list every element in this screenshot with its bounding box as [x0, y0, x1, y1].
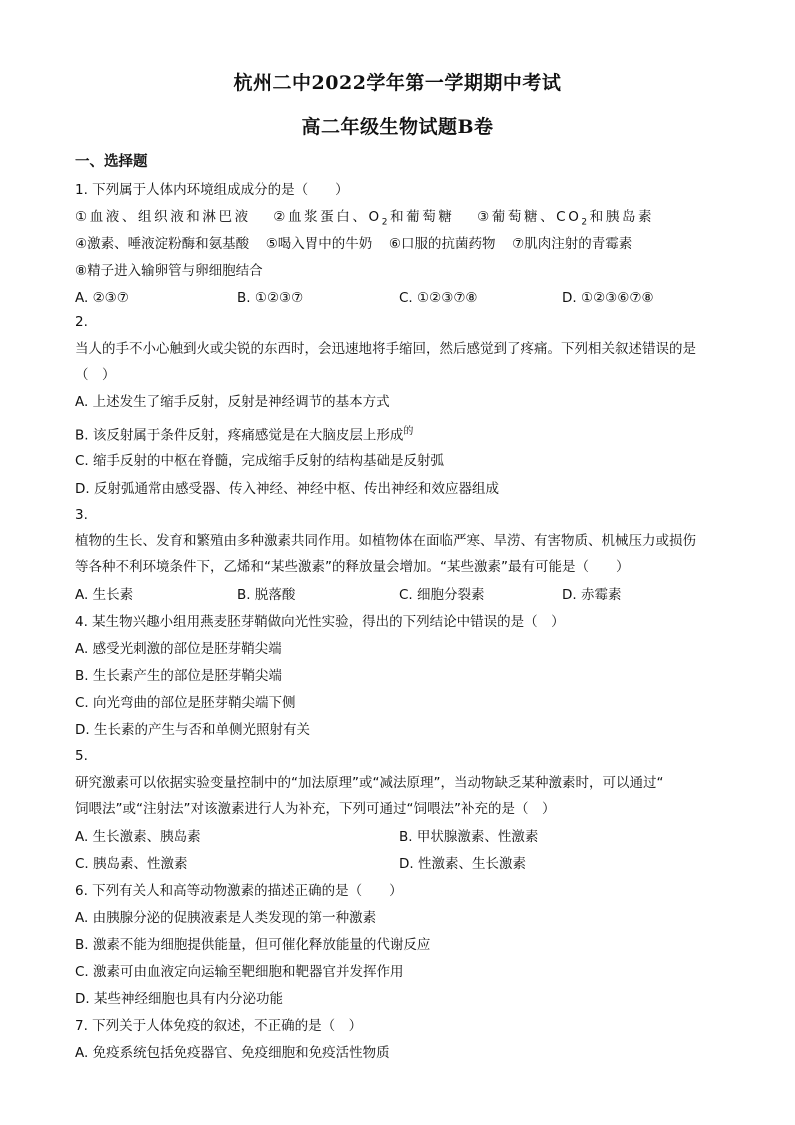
q1-item-2: ②血浆蛋白、$O_2$和葡萄糖 — [273, 209, 455, 228]
q5-option-c: C. 胰岛素、性激素 — [75, 856, 188, 872]
q4-option-a: A. 感受光刺激的部位是胚芽鞘尖端 — [75, 641, 282, 657]
q6-option-a: A. 由胰腺分泌的促胰液素是人类发现的第一种激素 — [75, 910, 377, 926]
q6-option-b: B. 激素不能为细胞提供能量，但可催化释放能量的代谢反应 — [75, 937, 431, 953]
q3-stem-line-2: 等各种不利环境条件下，乙烯和“某些激素”的释放量会增加。“某些激素”最有可能是（ ） — [75, 559, 630, 575]
q2-option-a: A. 上述发生了缩手反射，反射是神经调节的基本方式 — [75, 394, 390, 410]
q1-option-d: D. ①②③⑥⑦⑧ — [562, 290, 654, 306]
q1-item-7: ⑦肌肉注射的青霉素 — [512, 236, 633, 252]
q1-item-6: ⑥口服的抗菌药物 — [388, 236, 496, 252]
q3-number: 3. — [75, 507, 88, 523]
q4-option-c: C. 向光弯曲的部位是胚芽鞘尖端下侧 — [75, 695, 296, 711]
q1-option-a: A. ②③⑦ — [75, 290, 129, 306]
q5-number: 5. — [75, 748, 88, 764]
q1-items-row-1 — [75, 207, 725, 233]
q4-option-b: B. 生长素产生的部位是胚芽鞘尖端 — [75, 668, 282, 684]
q6-option-d: D. 某些神经细胞也具有内分泌功能 — [75, 991, 283, 1007]
q3-stem-line-1: 植物的生长、发育和繁殖由多种激素共同作用。如植物体在面临严寒、旱涝、有害物质、机械压力或损伤 — [75, 533, 696, 549]
q3-option-c: C. 细胞分裂素 — [399, 587, 485, 603]
q6-option-c: C. 激素可由血液定向运输至靶细胞和靶器官并发挥作用 — [75, 964, 404, 980]
q1-item-5: ⑤喝入胃中的牛奶 — [265, 236, 373, 252]
q1-option-c: C. ①②③⑦⑧ — [399, 290, 478, 306]
q2-number: 2. — [75, 314, 88, 330]
section-heading: 一、选择题 — [75, 154, 148, 170]
q1-items-row-2 — [75, 234, 725, 254]
q1-stem: 1. 下列属于人体内环境组成成分的是（ ） — [75, 182, 349, 198]
exam-title: 杭州二中2022学年第一学期期中考试 — [233, 72, 562, 94]
q3-option-a: A. 生长素 — [75, 587, 134, 603]
q4-stem: 4. 某生物兴趣小组用燕麦胚芽鞘做向光性实验，得出的下列结论中错误的是（ ） — [75, 614, 565, 630]
q5-option-a: A. 生长激素、胰岛素 — [75, 829, 201, 845]
q2-option-b: B. 该反射属于条件反射，疼痛感觉是在大脑皮层上形成$^的$ — [75, 426, 414, 444]
q7-option-a: A. 免疫系统包括免疫器官、免疫细胞和免疫活性物质 — [75, 1045, 390, 1061]
q2-option-d: D. 反射弧通常由感受器、传入神经、神经中枢、传出神经和效应器组成 — [75, 481, 499, 497]
q5-option-d: D. 性激素、生长激素 — [399, 856, 526, 872]
q1-item-1: ①血液、组织液和淋巴液 — [75, 209, 251, 225]
q1-item-8: ⑧精子进入输卵管与卵细胞结合 — [75, 263, 263, 279]
q5-option-b: B. 甲状腺激素、性激素 — [399, 829, 539, 845]
exam-subtitle: 高二年级生物试题B卷 — [301, 116, 494, 138]
q7-stem: 7. 下列关于人体免疫的叙述，不正确的是（ ） — [75, 1018, 363, 1034]
q1-option-b: B. ①②③⑦ — [237, 290, 304, 306]
q1-item-4: ④激素、唾液淀粉酶和氨基酸 — [75, 236, 250, 252]
q5-stem-line-2: 饲喂法”或“注射法”对该激素进行人为补充，下列可通过“饲喂法”补充的是（ ） — [75, 801, 556, 817]
q3-option-d: D. 赤霉素 — [562, 587, 622, 603]
q2-stem-line-1: 当人的手不小心触到火或尖锐的东西时，会迅速地将手缩回，然后感觉到了疼痛。下列相关叙述错误的是 — [75, 341, 696, 357]
q5-stem-line-1: 研究激素可以依据实验变量控制中的“加法原理”或“减法原理”，当动物缺乏某种激素时，可以通过“ — [75, 775, 664, 791]
q3-option-b: B. 脱落酸 — [237, 587, 296, 603]
q6-stem: 6. 下列有关人和高等动物激素的描述正确的是（ ） — [75, 883, 403, 899]
q2-option-c: C. 缩手反射的中枢在脊髓，完成缩手反射的结构基础是反射弧 — [75, 453, 445, 469]
q4-option-d: D. 生长素的产生与否和单侧光照射有关 — [75, 722, 310, 738]
q1-item-3: ③葡萄糖、$CO_2$和胰岛素 — [477, 209, 655, 228]
q2-stem-line-2: （ ） — [75, 367, 116, 383]
